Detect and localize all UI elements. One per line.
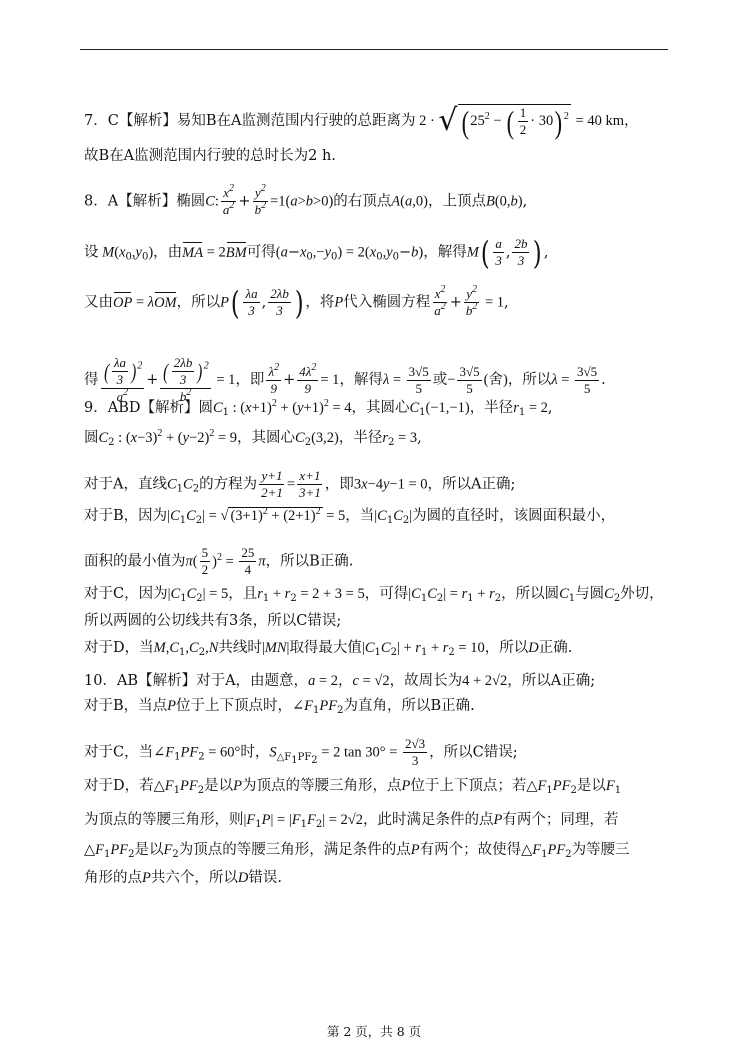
q9-text: ，其圆心 bbox=[237, 430, 296, 446]
q8-text: ，即 bbox=[235, 372, 265, 388]
q8-text: 得 bbox=[84, 372, 99, 388]
q10-text: 有两个；同理，若 bbox=[502, 812, 619, 828]
q9-text: ，可得 bbox=[364, 586, 409, 602]
q10-text: 为直角，所以B正确. bbox=[343, 698, 475, 714]
q7-line-1: 7．C【解析】易知B在A监测范围内行驶的总距离为 2 · √ ( $25^2$ − ( $\frac{1}{2}$ · 30) $^2$ = 40 km， bbox=[84, 102, 639, 140]
q10-text: 错误. bbox=[248, 870, 282, 886]
q10-line-1: 10．AB【解析】对于A，由题意，a = 2，c = √2，故周长为4 + 2√2，所以A正确; bbox=[84, 673, 596, 689]
q8-text: 可得 bbox=[246, 244, 276, 261]
q9-text: 正确. bbox=[538, 640, 573, 656]
q9-text: ，即 bbox=[324, 476, 354, 493]
q9-line-5: 面积的最小值为π( $\frac{5}{2}$ )$^2$ = $\frac{25}{4}$ π，所以B正确. bbox=[84, 545, 354, 577]
q8-text: 代入椭圆方程 bbox=[343, 294, 431, 311]
q8-line-2: 设 $M(x_0,y_0)$，由MA = 2BM可得$(a-x_0,-y_0) = 2(x_0,y_0-b)$，解得M( $\frac{a}{3}$ , $\frac{2b}{3}$ ) , bbox=[84, 233, 549, 272]
page-footer: 第 2 页，共 8 页 bbox=[326, 1024, 422, 1039]
q9-line-6: 对于C，因为$|C_1C_2| = 5$，且$r_1 + r_2 = 2 + 3 = 5$，可得$|C_1C_2| = r_1 + r_2$，所以圆$C_1$与圆$C_2$外切， bbox=[84, 586, 664, 604]
q9-text: ，其圆心 bbox=[351, 400, 410, 416]
q8-text: ，所以 bbox=[176, 294, 221, 311]
q8-text: ，由 bbox=[153, 244, 183, 261]
q9-text: 共线时 bbox=[218, 640, 262, 656]
q9-text: ，所以 bbox=[484, 640, 529, 656]
q9-text: ，所以圆 bbox=[501, 586, 560, 602]
q10-line-2: 对于B，当点P位于上下顶点时，$\angle F_1PF_2$为直角，所以B正确. bbox=[84, 698, 475, 716]
q10-text: ，所以A正确; bbox=[507, 673, 596, 689]
q9-text: 对于C，因为 bbox=[84, 586, 168, 602]
q10-text: 共六个，所以 bbox=[150, 870, 238, 886]
q10-text: 对于C，当 bbox=[84, 744, 154, 761]
q10-text: 是以 bbox=[134, 842, 164, 858]
q8-text: 设 bbox=[84, 244, 99, 261]
q10-text: ，所以C错误; bbox=[429, 744, 518, 761]
q7-line-2: 故B在A监测范围内行驶的总时长为2 h. bbox=[84, 148, 336, 164]
q9-text: 外切， bbox=[620, 586, 664, 602]
q10-text: ，此时满足条件的点 bbox=[363, 812, 494, 828]
q10-text: 是以 bbox=[204, 778, 234, 794]
q10-text: 为顶点的等腰三角形，点 bbox=[241, 778, 402, 794]
q8-line-4: 得 ( $\frac{\lambda a}{3}$ )$^2$ $a^2$ + ( $\frac{2\lambda b}{3}$ )$^2$ $b^2$ = 1，即 $\frac{\lambda^2}{9}$ + $\frac{4\lambda^2}{9}$ = 1，解得λ = $\frac{3√5}{5}$ 或− $\frac{3√5}{5}$ (舍)，所以λ = $\frac{3√5}{5}$ . bbox=[84, 355, 606, 404]
q8-text: ，解得 bbox=[339, 372, 383, 388]
header-rule bbox=[80, 49, 668, 50]
q10-text: 对于B，当点 bbox=[84, 698, 168, 714]
q8-text: 8．A【解析】椭圆 bbox=[84, 193, 206, 210]
q10-text: 角形的点 bbox=[84, 870, 142, 886]
q10-line-5: 为顶点的等腰三角形，则$|F_1P| = |F_1F_2| = 2√2$，此时满足条件的点P有两个；同理，若 bbox=[84, 812, 619, 830]
q9-text: 与圆 bbox=[575, 586, 605, 602]
q8-text: 或 bbox=[432, 372, 448, 388]
q8-text: 的右顶点 bbox=[333, 193, 392, 210]
q10-text: 位于上下顶点；若 bbox=[410, 778, 527, 794]
q9-line-4: 对于B，因为$|C_1C_2|$ = √ $(3+1)^2 + (2+1)^2 = 5$，当$|C_1C_2|$为圆的直径时，该圆面积最小， bbox=[84, 506, 616, 526]
q10-text: 10．AB【解析】对于A，由题意， bbox=[84, 673, 309, 689]
q10-text: ，故周长为 bbox=[389, 673, 463, 689]
q9-text: ，所以A正确; bbox=[427, 476, 516, 493]
q9-text: 圆 bbox=[84, 430, 99, 446]
q9-text: 取得最大值 bbox=[289, 640, 362, 656]
q9-text: 9．ABD【解析】圆 bbox=[84, 400, 213, 416]
q10-line-6: $\triangle F_1PF_2$是以$F_2$为顶点的等腰三角形，满足条件的点P有两个；故使得$\triangle F_1PF_2$为等腰三 bbox=[84, 842, 630, 860]
q9-text: ，当 bbox=[345, 508, 375, 524]
q9-text: 的方程为 bbox=[199, 476, 258, 493]
q10-text: 为等腰三 bbox=[571, 842, 630, 858]
q9-line-7: 所以两圆的公切线共有3条，所以C错误; bbox=[84, 613, 342, 629]
q9-text: ，半径 bbox=[469, 400, 514, 416]
q10-text: 有两个；故使得 bbox=[419, 842, 522, 858]
q9-text: ，半径 bbox=[338, 430, 383, 446]
q9-text: ，且 bbox=[228, 586, 258, 602]
q8-line-1: 8．A【解析】椭圆C: $\frac{x^2}{a^2}$ + $\frac{y^2}{b^2}$ =1(a>b>0)的右顶点A(a,0)，上顶点B(0,b), bbox=[84, 183, 528, 217]
q9-text: 对于B，因为 bbox=[84, 508, 168, 524]
q9-text: 面积的最小值为 bbox=[84, 553, 186, 570]
q10-text: 为顶点的等腰三角形，满足条件的点 bbox=[178, 842, 411, 858]
q9-text: 对于D，当 bbox=[84, 640, 154, 656]
q10-line-3: 对于C，当$\angle F_1PF_2 = 60^\circ$时，$S_{\triangle F_1PF_2} = 2$ tan 30° = $\frac{2√3}{3}$ ，所以C错误; bbox=[84, 736, 518, 768]
q10-text: 是以 bbox=[576, 778, 606, 794]
q10-line-7: 角形的点P共六个，所以D错误. bbox=[84, 870, 282, 886]
q7-result: = 40 km， bbox=[575, 112, 639, 129]
q8-text: 舍 bbox=[488, 372, 503, 388]
q10-text: 对于D，若 bbox=[84, 778, 154, 794]
q8-text: ，所以 bbox=[507, 372, 552, 388]
q9-text: ，所以B正确. bbox=[265, 553, 354, 570]
q8-text: 又由 bbox=[84, 294, 113, 311]
q10-text: 为顶点的等腰三角形，则 bbox=[84, 812, 244, 828]
q9-line-3: 对于A，直线$C_1C_2$的方程为 $\frac{y+1}{2+1}$ = $\frac{x+1}{3+1}$ ，即3x−4y−1 = 0，所以A正确; bbox=[84, 468, 516, 500]
q9-text: 为圆的直径时，该圆面积最小， bbox=[412, 508, 616, 524]
q9-line-1: 9．ABD【解析】圆$C_1$ : $(x+1)^2 + (y+1)^2 = 4$，其圆心$C_1(-1,-1)$，半径$r_1 = 2$, bbox=[84, 398, 553, 418]
q8-line-3: 又由OP = λOM，所以P( $\frac{\lambda a}{3}$ , $\frac{2\lambda b}{3}$ ) ，将P代入椭圆方程 $\frac{x^2}{a^2}$ + $\frac{y^2}{b^2}$ = 1, bbox=[84, 283, 509, 322]
q10-line-4: 对于D，若$\triangle F_1PF_2$是以P为顶点的等腰三角形，点P位于上下顶点；若$\triangle F_1PF_2$是以$F_1$ bbox=[84, 778, 622, 796]
q9-text: 对于A，直线 bbox=[84, 476, 167, 493]
q8-text: ，上顶点 bbox=[427, 193, 486, 210]
q7-text: 7．C【解析】易知B在A监测范围内行驶的总距离为 bbox=[84, 112, 416, 129]
q8-text: ，将 bbox=[305, 294, 335, 311]
q8-text: ，解得 bbox=[423, 244, 467, 261]
q9-line-8: 对于D，当$M,C_1,C_2,N$共线时|MN|取得最大值$|C_1C_2| + r_1 + r_2 = 10$，所以D正确. bbox=[84, 640, 573, 658]
q10-text: 位于上下顶点时， bbox=[176, 698, 293, 714]
q9-line-2: 圆$C_2$ : $(x-3)^2 + (y-2)^2 = 9$，其圆心$C_2(3,2)$，半径$r_2 = 3$, bbox=[84, 428, 422, 448]
q10-text: 时， bbox=[240, 744, 270, 761]
